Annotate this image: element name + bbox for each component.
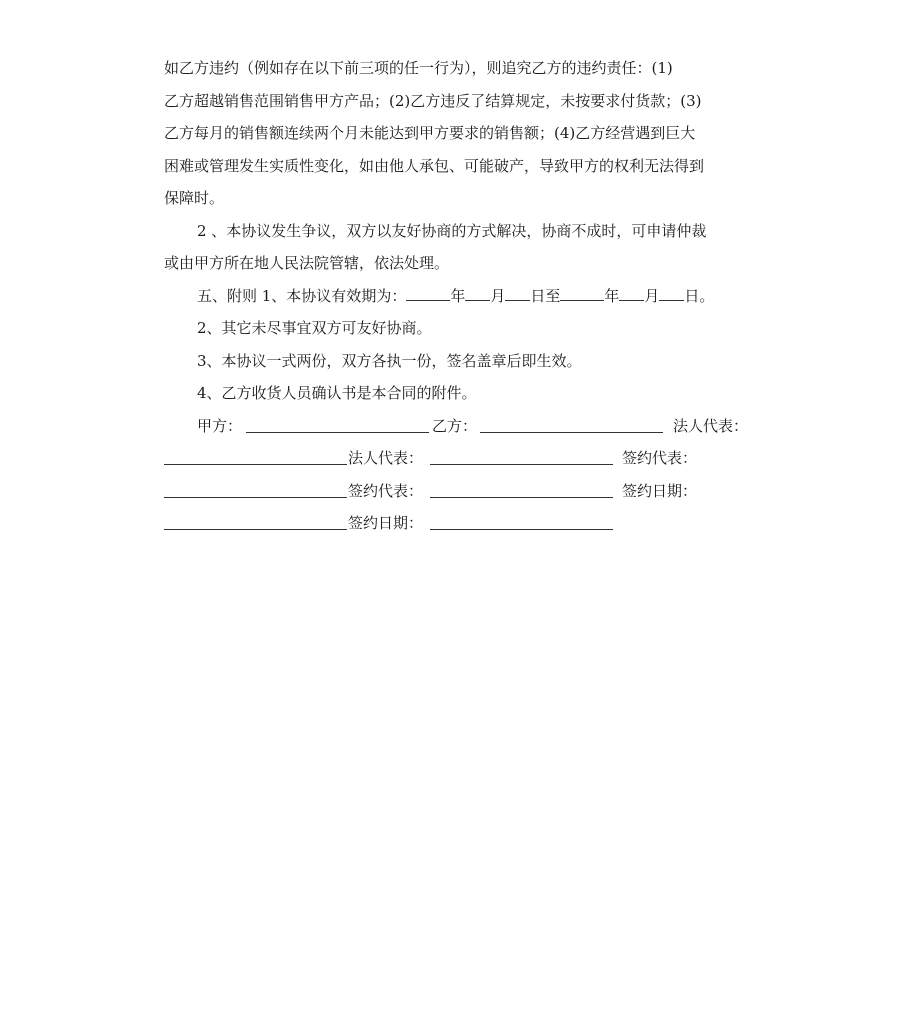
party-a-label: 甲方： bbox=[197, 416, 243, 435]
item-3: 3、本协议一式两份，双方各执一份，签名盖章后即生效。 bbox=[197, 351, 582, 370]
breach-line: 乙方超越销售范围销售甲方产品；(2)乙方违反了结算规定，未按要求付货款；(3) bbox=[164, 91, 702, 110]
signing-date-label: 签约日期： bbox=[622, 481, 698, 500]
signing-date-label: 签约日期： bbox=[348, 514, 424, 532]
blank-day-end bbox=[659, 283, 684, 301]
signature-row-3 bbox=[164, 475, 756, 508]
signature-row-2 bbox=[164, 442, 756, 475]
blank-year-start bbox=[406, 283, 450, 301]
signing-rep-b-blank bbox=[430, 480, 613, 498]
blank-month-end bbox=[619, 283, 644, 301]
blank-day-start bbox=[505, 283, 530, 301]
document-body bbox=[164, 52, 756, 540]
signing-date-b-blank bbox=[430, 512, 613, 530]
year-label: 年 bbox=[604, 286, 620, 305]
year-label: 年 bbox=[450, 286, 466, 305]
dispute-line: 2 、本协议发生争议，双方以友好协商的方式解决，协商不成时，可申请仲裁 bbox=[197, 221, 707, 240]
legal-rep-label: 法人代表： bbox=[348, 449, 424, 467]
appendix-validity bbox=[164, 280, 756, 313]
party-b-label: 乙方： bbox=[432, 416, 478, 435]
signing-rep-label: 签约代表： bbox=[622, 449, 698, 467]
blank-month-start bbox=[465, 283, 490, 301]
breach-line: 困难或管理发生实质性变化，如由他人承包、可能破产，导致甲方的权利无法得到 bbox=[164, 156, 705, 175]
signing-rep-label: 签约代表： bbox=[348, 481, 424, 500]
signature-row-4 bbox=[164, 507, 756, 540]
appendix-prefix: 五、附则 1、本协议有效期为： bbox=[197, 286, 407, 305]
day-end-label: 日。 bbox=[684, 286, 715, 305]
item-2: 2、其它未尽事宜双方可友好协商。 bbox=[197, 319, 432, 337]
legal-rep-a-blank bbox=[164, 447, 347, 465]
breach-line: 保障时。 bbox=[164, 189, 225, 207]
party-b-blank bbox=[480, 415, 663, 433]
day-to-label: 日至 bbox=[530, 286, 561, 305]
signing-rep-a-blank bbox=[164, 480, 347, 498]
month-label: 月 bbox=[644, 286, 660, 305]
dispute-clause bbox=[164, 215, 756, 280]
blank-year-end bbox=[560, 283, 604, 301]
legal-rep-b-blank bbox=[430, 447, 613, 465]
party-a-blank bbox=[246, 415, 429, 433]
month-label: 月 bbox=[490, 286, 506, 305]
signature-row-1 bbox=[164, 410, 756, 443]
legal-rep-label: 法人代表： bbox=[673, 416, 749, 435]
breach-line: 乙方每月的销售额连续两个月未能达到甲方要求的销售额；(4)乙方经营遇到巨大 bbox=[164, 124, 696, 142]
item-4: 4、乙方收货人员确认书是本合同的附件。 bbox=[197, 384, 477, 402]
dispute-line: 或由甲方所在地人民法院管辖，依法处理。 bbox=[164, 254, 450, 272]
signing-date-a-blank bbox=[164, 512, 347, 530]
breach-line: 如乙方违约（例如存在以下前三项的任一行为），则追究乙方的违约责任：(1) bbox=[164, 59, 673, 77]
breach-clause bbox=[164, 52, 756, 215]
